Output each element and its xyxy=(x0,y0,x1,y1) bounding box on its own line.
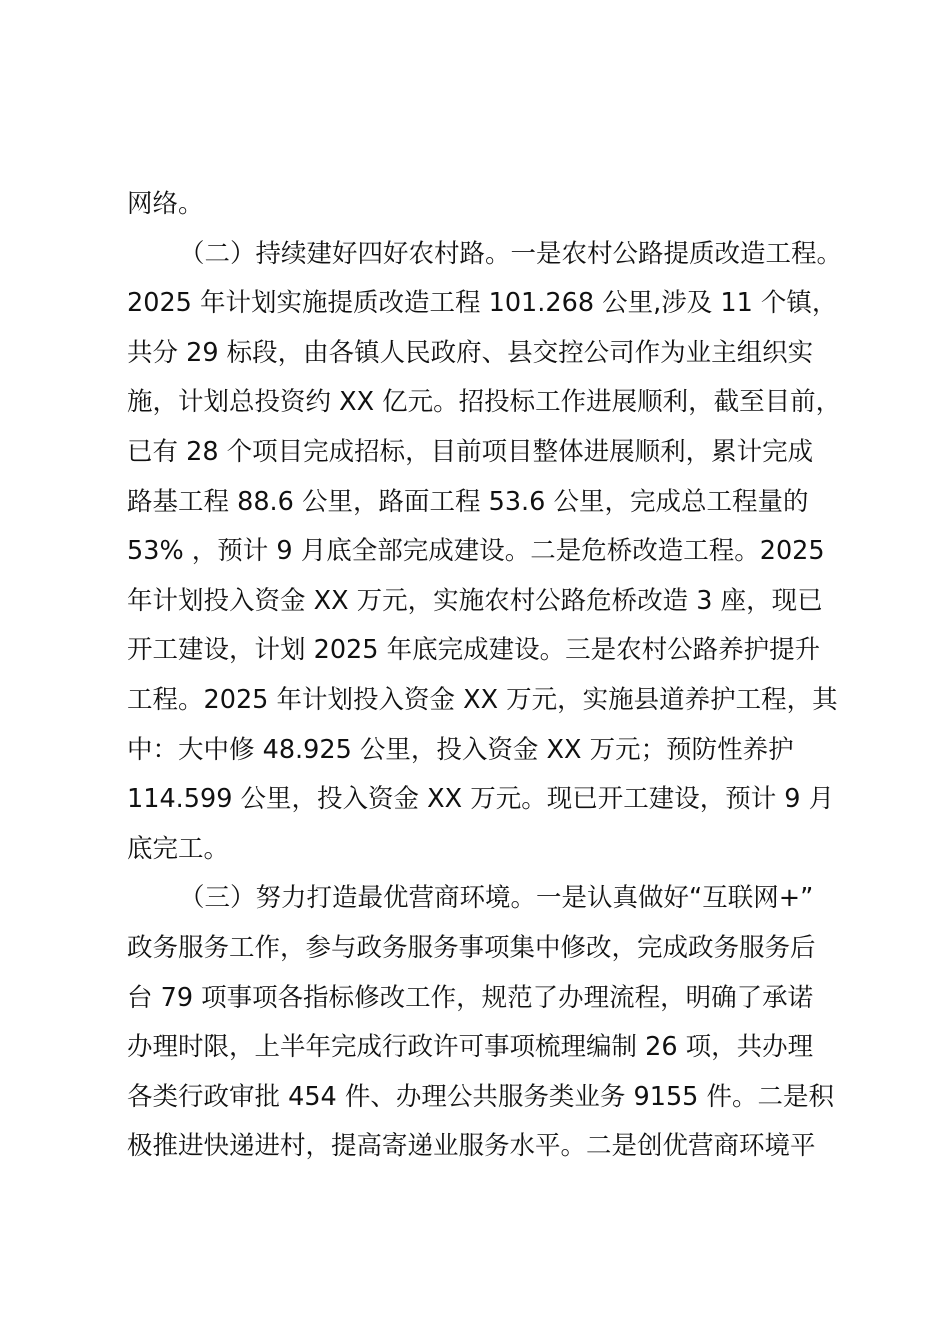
text-line: 极推进快递进村，提高寄递业服务水平。二是创优营商环境平 xyxy=(127,1131,816,1162)
text-line: 2025 年计划实施提质改造工程 101.268 公里,涉及 11 个镇， xyxy=(127,288,838,319)
text-line: 政务服务工作，参与政务服务事项集中修改，完成政务服务后 xyxy=(127,932,816,963)
text-line: 路基工程 88.6 公里，路面工程 53.6 公里，完成总工程量的 xyxy=(127,486,809,517)
text-line: 中：大中修 48.925 公里，投入资金 XX 万元；预防性养护 xyxy=(127,734,794,765)
text-line: 年计划投入资金 XX 万元，实施农村公路危桥改造 3 座，现已 xyxy=(127,585,823,616)
text-line: 台 79 项事项各指标修改工作，规范了办理流程，明确了承诺 xyxy=(127,982,814,1013)
paragraph-heading-2: （二）持续建好四好农村路。一是农村公路提质改造工程。 xyxy=(179,238,843,269)
paragraph-heading-3: （三）努力打造最优营商环境。一是认真做好“互联网+” xyxy=(179,883,814,914)
text-line: 共分 29 标段，由各镇人民政府、县交控公司作为业主组织实 xyxy=(127,337,814,368)
text-line: 施，计划总投资约 XX 亿元。招投标工作进展顺利，截至目前， xyxy=(127,387,842,418)
text-line: 开工建设，计划 2025 年底完成建设。三是农村公路养护提升 xyxy=(127,635,821,666)
text-line: 各类行政审批 454 件、办理公共服务类业务 9155 件。二是积 xyxy=(127,1081,834,1112)
document-body xyxy=(127,180,843,1172)
text-line: 114.599 公里，投入资金 XX 万元。现已开工建设，预计 9 月 xyxy=(127,784,835,815)
text-line: 网络。 xyxy=(127,189,204,219)
text-line: 办理时限，上半年完成行政许可事项梳理编制 26 项，共办理 xyxy=(127,1032,814,1063)
text-line: 底完工。 xyxy=(127,833,230,864)
text-line: 已有 28 个项目完成招标，目前项目整体进展顺利，累计完成 xyxy=(127,436,814,467)
text-line: 53% ，预计 9 月底全部完成建设。二是危桥改造工程。2025 xyxy=(127,536,825,567)
text-line: 工程。2025 年计划投入资金 XX 万元，实施县道养护工程，其 xyxy=(127,684,838,715)
